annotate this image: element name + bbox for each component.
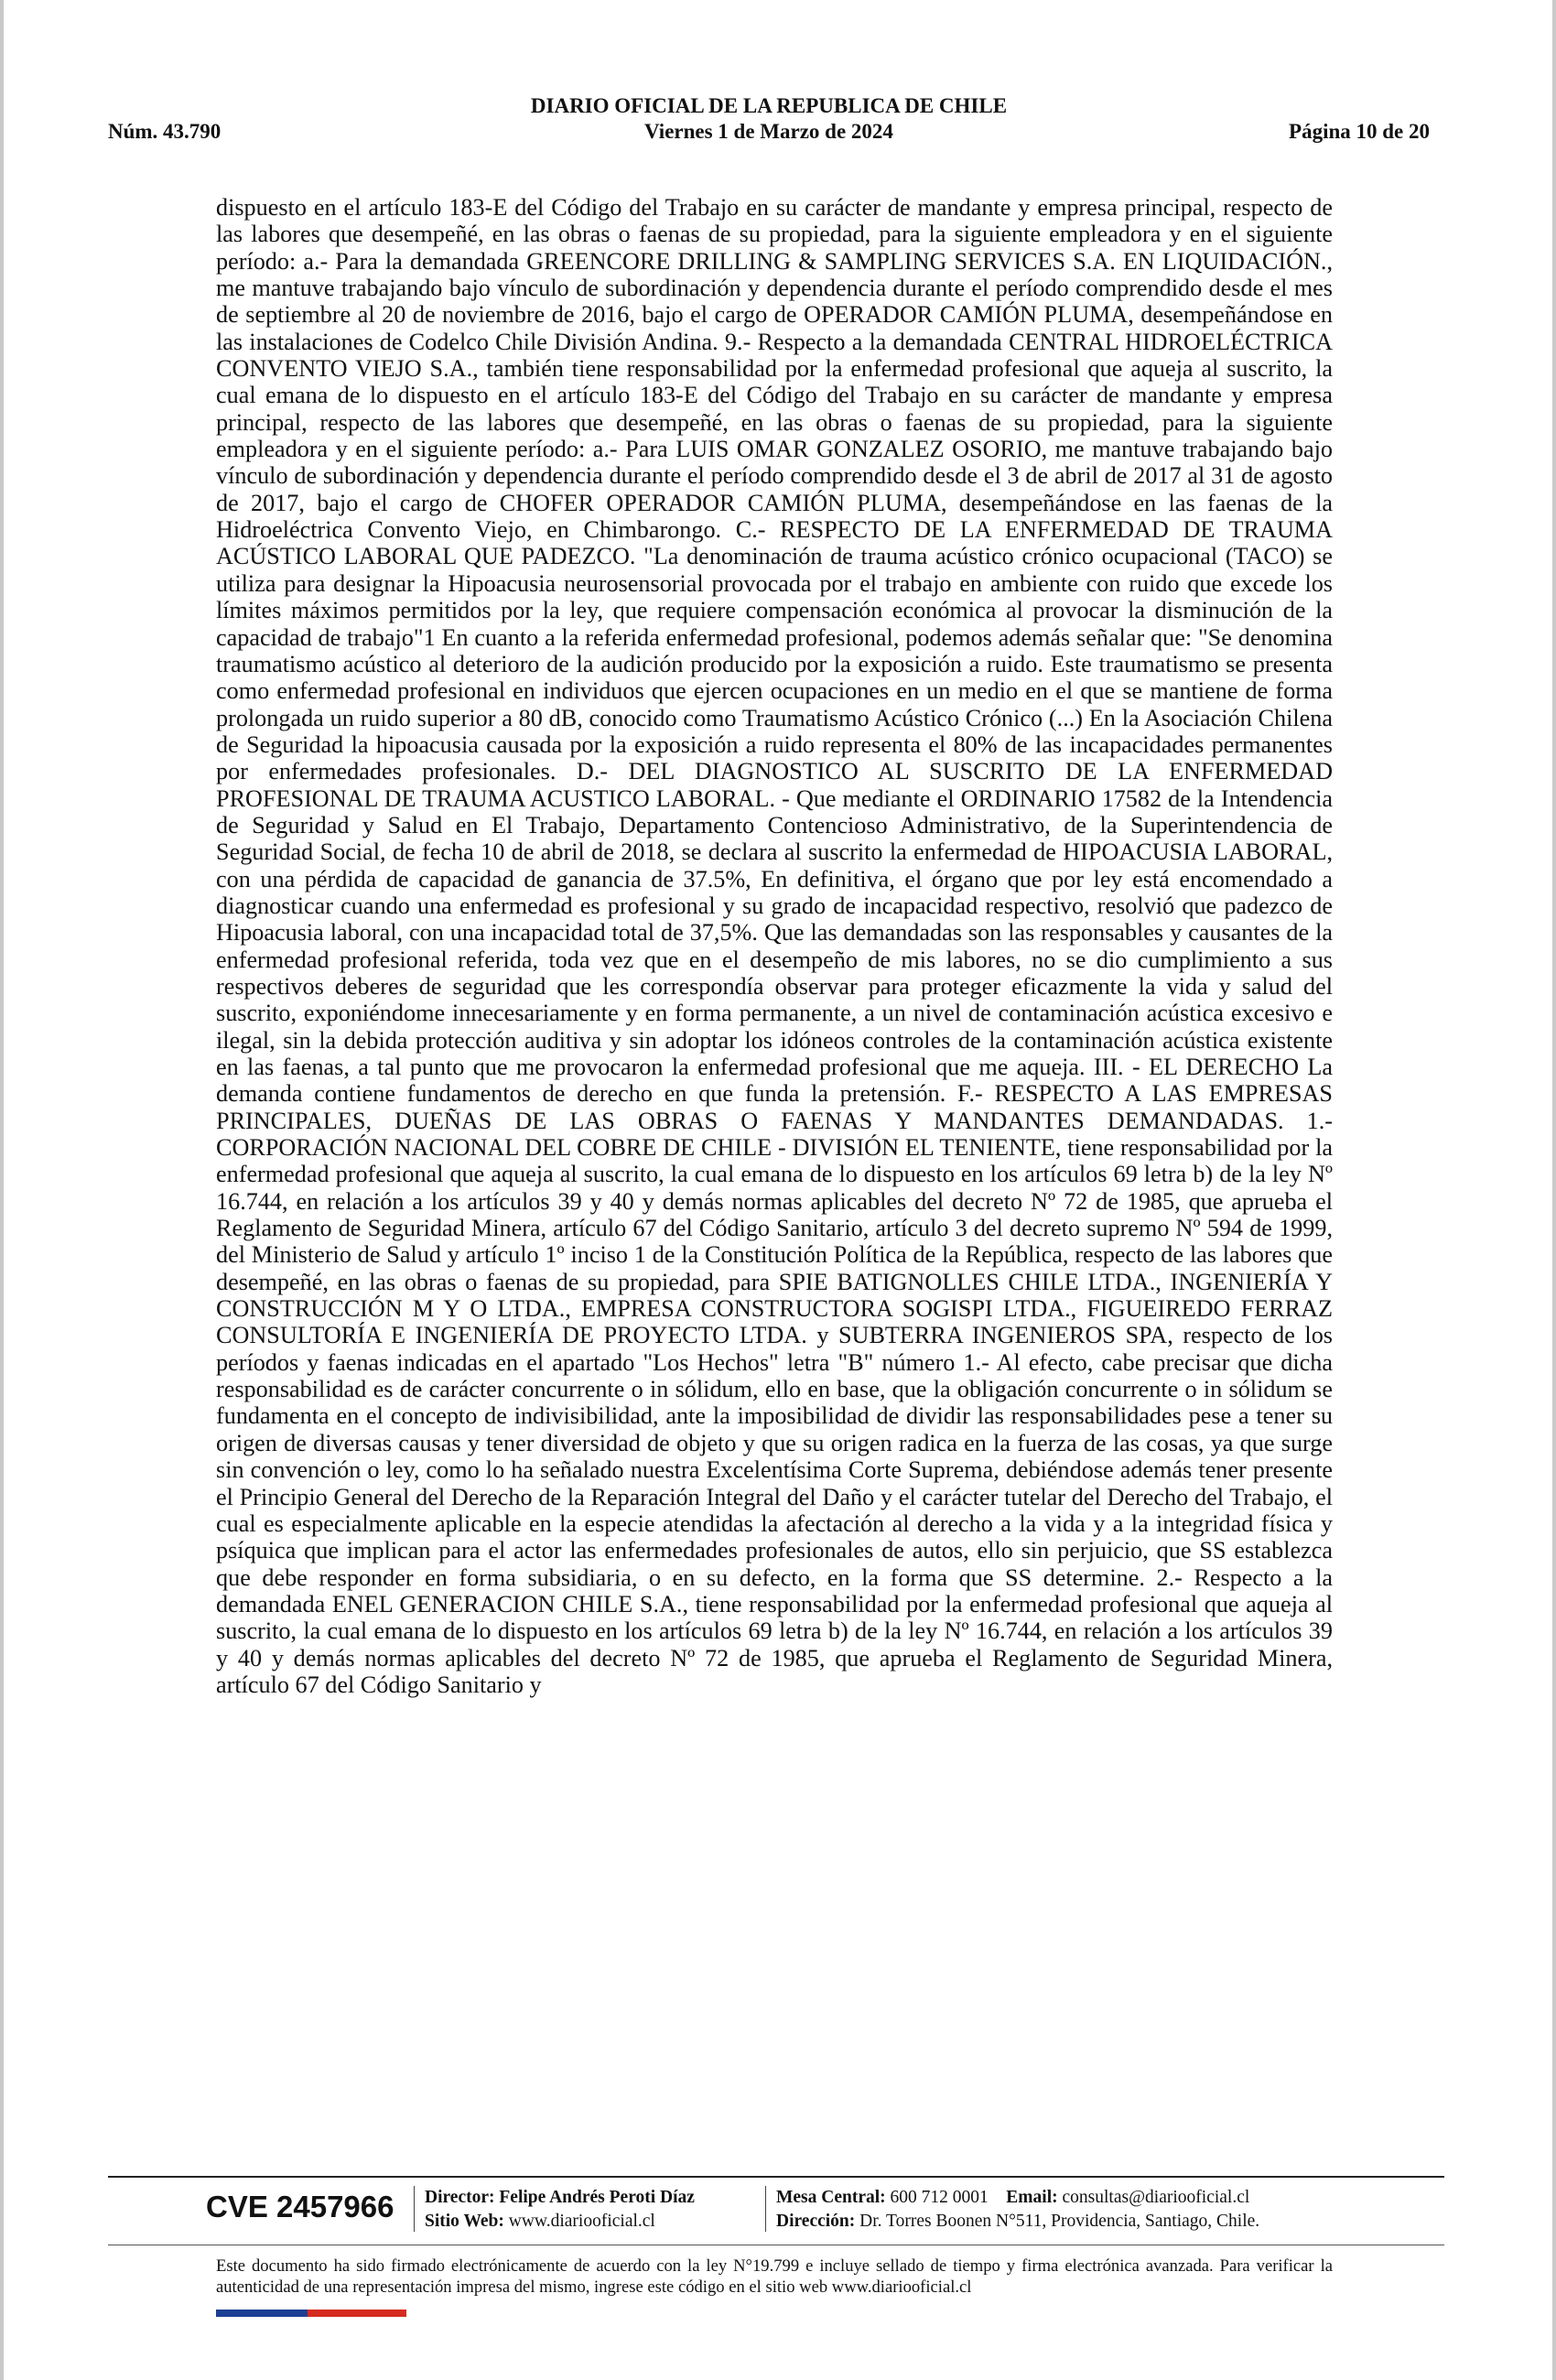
newspaper-title: DIARIO OFICIAL DE LA REPUBLICA DE CHILE [530,94,1008,117]
footer-contact-block [776,2186,1259,2234]
flag-stripe-red [308,2310,406,2317]
email-link[interactable]: consultas@diariooficial.cl [1062,2188,1250,2207]
footer-separator-2 [765,2186,766,2232]
page-edge-left [0,0,4,2380]
web-link[interactable]: www.diariooficial.cl [508,2212,655,2231]
phone-label: Mesa Central: [776,2188,886,2207]
footer-director-block [425,2186,695,2234]
body-text: dispuesto en el artículo 183-E del Código del Trabajo en su carácter de mandante y empresa principal, respecto de las labores que desempeñé, en las obras o faenas de su propiedad, para la siguiente empleadora y en el siguiente período: a.- Para la demandada GREENCORE DRILLING & SAMPLING SERVICES S.A. EN LIQUIDACIÓN., me mantuve trabajando bajo vínculo de subordinación y dependencia durante el período comprendido desde el mes de septiembre al 20 de noviembre de 2016, bajo el cargo de OPERADOR CAMIÓN PLUMA, desempeñándose en las instalaciones de Codelco Chile División Andina. 9.- Respecto a la demandada CENTRAL HIDROELÉCTRICA CONVENTO VIEJO S.A., también tiene responsabilidad por la enfermedad profesional que aqueja al suscrito, la cual emana de lo dispuesto en el artículo 183-E del Código del Trabajo en su carácter de mandante y empresa principal, respecto de las labores que desempeñé, en las obras o faenas de su propiedad, para la siguiente empleadora y en el siguiente período: a.- Para LUIS OMAR GONZALEZ OSORIO, me mantuve trabajando bajo vínculo de subordinación y dependencia durante el período comprendido desde el 3 de abril de 2017 al 31 de agosto de 2017, bajo el cargo de CHOFER OPERADOR CAMIÓN PLUMA, desempeñándose en las faenas de la Hidroeléctrica Convento Viejo, en Chimbarongo. C.- RESPECTO DE LA ENFERMEDAD DE TRAUMA ACÚSTICO LABORAL QUE PADEZCO. "La denominación de trauma acústico crónico ocupacional (TACO) se utiliza para designar la Hipoacusia neurosensorial provocada por el trabajo en ambiente con ruido que excede los límites máximos permitidos por la ley, que requiere compensación económica al provocar la disminución de la capacidad de trabajo"1 En cuanto a la referida enfermedad profesional, podemos además señalar que: "Se denomina traumatismo acústico al deterioro de la audición producido por la exposición a ruido. Este traumatismo se presenta como enfermedad profesional en individuos que ejercen ocupaciones en un medio en el que se mantiene de forma prolongada un ruido superior a 80 dB, conocido como Traumatismo Acústico Crónico (...) En la Asociación Chilena de Seguridad la hipoacusia causada por la exposición a ruido representa el 80% de las incapacidades permanentes por enfermedades profesionales. D.- DEL DIAGNOSTICO AL SUSCRITO DE LA ENFERMEDAD PROFESIONAL DE TRAUMA ACUSTICO LABORAL. - Que mediante el ORDINARIO 17582 de la Intendencia de Seguridad y Salud en El Trabajo, Departamento Contencioso Administrativo, de la Superintendencia de Seguridad Social, de fecha 10 de abril de 2018, se declara al suscrito la enfermedad de HIPOACUSIA LABORAL, con una pérdida de capacidad de ganancia de 37.5%, En definitiva, el órgano que por ley está encomendado a diagnosticar cuando una enfermedad es profesional y su grado de incapacidad respectivo, resolvió que padezco de Hipoacusia laboral, con una incapacidad total de 37,5%. Que las demandadas son las responsables y causantes de la enfermedad profesional referida, toda vez que en el desempeño de mis labores, no se dio cumplimiento a sus respectivos deberes de seguridad que les correspondía observar para proteger eficazmente la vida y salud del suscrito, exponiéndome innecesariamente y en forma permanente, a un nivel de contaminación acústica excesivo e ilegal, sin la debida protección auditiva y sin adoptar los idóneos controles de la contaminación acústica existente en las faenas, a tal punto que me provocaron la enfermedad profesional que me aqueja. III. - EL DERECHO La demanda contiene fundamentos de derecho en que funda la pretensión. F.- RESPECTO A LAS EMPRESAS PRINCIPALES, DUEÑAS DE LAS OBRAS O FAENAS Y MANDANTES DEMANDADAS. 1.- CORPORACIÓN NACIONAL DEL COBRE DE CHILE - DIVISIÓN EL TENIENTE, tiene responsabilidad por la enfermedad profesional que aqueja al suscrito, la cual emana de lo dispuesto en los artículos 69 letra b) de la ley Nº 16.744, en relación a los artículos 39 y 40 y demás normas aplicables del decreto Nº 72 de 1985, que aprueba el Reglamento de Seguridad Minera, artículo 67 del Código Sanitario, artículo 3 del decreto supremo Nº 594 de 1999, del Ministerio de Salud y artículo 1º inciso 1 de la Constitución Política de la República, respecto de las labores que desempeñé, en las obras o faenas de su propiedad, para SPIE BATIGNOLLES CHILE LTDA., INGENIERÍA Y CONSTRUCCIÓN M Y O LTDA., EMPRESA CONSTRUCTORA SOGISPI LTDA., FIGUEIREDO FERRAZ CONSULTORÍA E INGENIERÍA DE PROYECTO LTDA. y SUBTERRA INGENIEROS SPA, respecto de los períodos y faenas indicadas en el apartado "Los Hechos" letra "B" número 1.- Al efecto, cabe precisar que dicha responsabilidad es de carácter concurrente o in sólidum, ello en base, que la obligación concurrente o in sólidum se fundamenta en el concepto de indivisibilidad, ante la imposibilidad de dividir las responsabilidades pese a tener su origen de diversas causas y tener diversidad de objeto y que su origen radica en la fuerza de las cosas, ya que surge sin convención o ley, como lo ha señalado nuestra Excelentísima Corte Suprema, debiéndose además tener presente el Principio General del Derecho de la Reparación Integral del Daño y el carácter tutelar del Derecho del Trabajo, el cual es especialmente aplicable en la especie atendidas la afectación al derecho a la vida y a la integridad física y psíquica que implican para el actor las enfermedades profesionales de autos, ello sin perjuicio, que SS establezca que debe responder en forma subsidiaria, o en su defecto, en la forma que SS determine. 2.- Respecto a la demandada ENEL GENERACION CHILE S.A., tiene responsabilidad por la enfermedad profesional que aqueja al suscrito, la cual emana de lo dispuesto en los artículos 69 letra b) de la ley Nº 16.744, en relación a los artículos 39 y 40 y demás normas aplicables del decreto Nº 72 de 1985, que aprueba el Reglamento de Seguridad Minera, artículo 67 del Código Sanitario y [216,194,1333,1698]
director-name: Felipe Andrés Peroti Díaz [499,2188,695,2207]
flag-stripe-blue [216,2310,308,2317]
footer-separator-1 [414,2186,415,2232]
email-label: Email: [1006,2188,1058,2207]
web-label: Sitio Web: [425,2212,504,2231]
issue-number: Núm. 43.790 [108,120,222,143]
page-header [108,94,1430,149]
footer-divider-top [108,2176,1444,2178]
page-edge-right [1552,0,1556,2380]
publication-date: Viernes 1 de Marzo de 2024 [644,120,893,143]
page-number: Página 10 de 20 [1289,120,1430,143]
signature-disclaimer: Este documento ha sido firmado electrónicamente de acuerdo con la ley N°19.799 e incluye sellado de tiempo y firma electrónica avanzada. Para verificar la autenticidad de una representación impresa del mismo, ingrese este código en el sitio web www.diariooficial.cl [216,2256,1333,2297]
cve-code: CVE 2457966 [206,2190,394,2223]
phone-number: 600 712 0001 [890,2188,989,2207]
address-label: Dirección: [776,2212,856,2231]
address-text: Dr. Torres Boonen N°511, Providencia, Santiago, Chile. [859,2212,1260,2231]
director-label: Director: [425,2188,495,2207]
